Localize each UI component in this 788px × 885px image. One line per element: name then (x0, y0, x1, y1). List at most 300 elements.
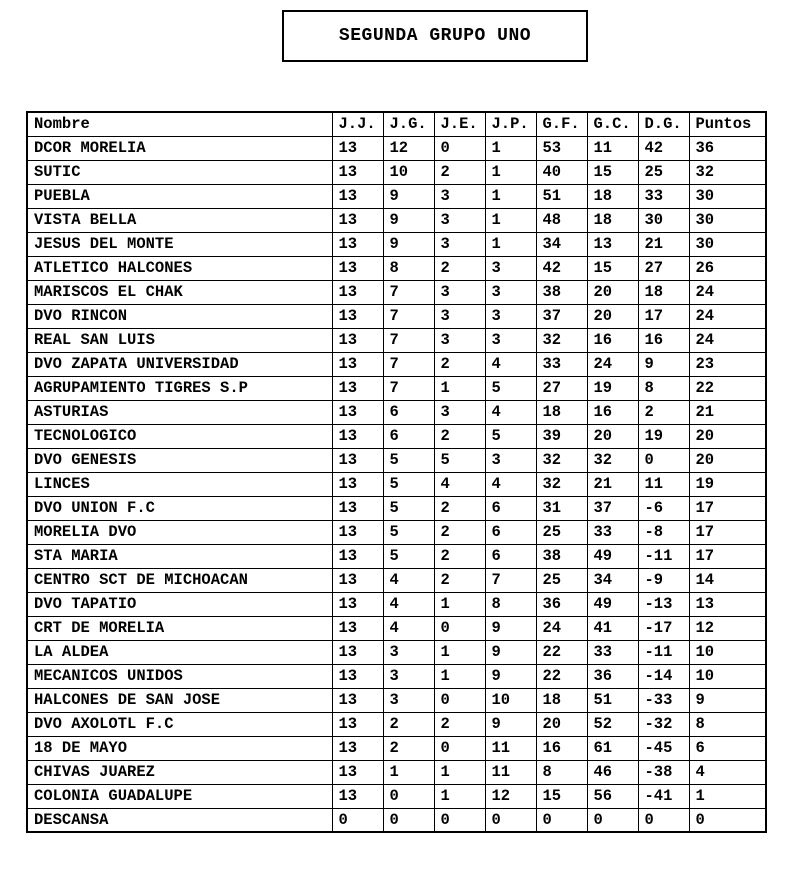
team-name-cell: REAL SAN LUIS (27, 328, 332, 352)
stat-cell: 1 (689, 784, 766, 808)
stat-cell: 20 (587, 424, 638, 448)
stat-cell: 0 (587, 808, 638, 832)
stat-cell: 21 (587, 472, 638, 496)
team-name-cell: CENTRO SCT DE MICHOACAN (27, 568, 332, 592)
stat-cell: 32 (536, 472, 587, 496)
table-row (27, 304, 766, 328)
stat-cell: 24 (587, 352, 638, 376)
stat-cell: 32 (689, 160, 766, 184)
stat-cell: 18 (587, 184, 638, 208)
stat-cell: 3 (485, 328, 536, 352)
stat-cell: 5 (383, 520, 434, 544)
stat-cell: 30 (689, 232, 766, 256)
stat-cell: 0 (332, 808, 383, 832)
stat-cell: 27 (638, 256, 689, 280)
stat-cell: 21 (638, 232, 689, 256)
stat-cell: 13 (332, 616, 383, 640)
stat-cell: 0 (485, 808, 536, 832)
stat-cell: 30 (638, 208, 689, 232)
stat-cell: 3 (383, 640, 434, 664)
stat-cell: 2 (434, 496, 485, 520)
table-row (27, 784, 766, 808)
stat-cell: 4 (485, 472, 536, 496)
stat-cell: 17 (689, 520, 766, 544)
stat-cell: 1 (485, 232, 536, 256)
stat-cell: 9 (485, 712, 536, 736)
table-row (27, 736, 766, 760)
stat-cell: 0 (434, 808, 485, 832)
stat-cell: 0 (536, 808, 587, 832)
stat-cell: 33 (536, 352, 587, 376)
table-row (27, 592, 766, 616)
stat-cell: 2 (434, 712, 485, 736)
stat-cell: 12 (383, 136, 434, 160)
table-row (27, 376, 766, 400)
stat-cell: 8 (383, 256, 434, 280)
stat-cell: 9 (485, 664, 536, 688)
stat-cell: 20 (536, 712, 587, 736)
team-name-cell: VISTA BELLA (27, 208, 332, 232)
stat-cell: -17 (638, 616, 689, 640)
title-box (282, 10, 588, 62)
stat-cell: 32 (536, 328, 587, 352)
stat-cell: 2 (434, 160, 485, 184)
stat-cell: 39 (536, 424, 587, 448)
table-row (27, 472, 766, 496)
stat-cell: 6 (689, 736, 766, 760)
table-body (27, 136, 766, 832)
team-name-cell: DESCANSA (27, 808, 332, 832)
stat-cell: 13 (332, 400, 383, 424)
stat-cell: 17 (689, 544, 766, 568)
stat-cell: 1 (383, 760, 434, 784)
stat-cell: -45 (638, 736, 689, 760)
stat-cell: 16 (587, 328, 638, 352)
stat-cell: -13 (638, 592, 689, 616)
team-name-cell: LINCES (27, 472, 332, 496)
stat-cell: 51 (536, 184, 587, 208)
stat-cell: 13 (332, 256, 383, 280)
stat-cell: 3 (485, 280, 536, 304)
stat-cell: 2 (434, 520, 485, 544)
stat-cell: 13 (332, 208, 383, 232)
stat-cell: 6 (485, 520, 536, 544)
stat-cell: 52 (587, 712, 638, 736)
stat-cell: -33 (638, 688, 689, 712)
stat-cell: 1 (434, 664, 485, 688)
stat-cell: 11 (638, 472, 689, 496)
stat-cell: 17 (689, 496, 766, 520)
stat-cell: 34 (587, 568, 638, 592)
stat-cell: 32 (587, 448, 638, 472)
stat-cell: 2 (383, 712, 434, 736)
stat-cell: 18 (536, 400, 587, 424)
stat-cell: 42 (536, 256, 587, 280)
stat-cell: 16 (638, 328, 689, 352)
stat-cell: 0 (689, 808, 766, 832)
table-row (27, 520, 766, 544)
stat-cell: 33 (587, 640, 638, 664)
stat-cell: 8 (689, 712, 766, 736)
stat-cell: -6 (638, 496, 689, 520)
column-header-j-j: J.J. (332, 112, 383, 136)
stat-cell: 18 (536, 688, 587, 712)
stat-cell: 36 (587, 664, 638, 688)
table-row (27, 352, 766, 376)
stat-cell: 6 (485, 496, 536, 520)
stat-cell: 13 (332, 568, 383, 592)
stat-cell: 33 (587, 520, 638, 544)
stat-cell: 0 (434, 136, 485, 160)
stat-cell: 9 (485, 640, 536, 664)
team-name-cell: DCOR MORELIA (27, 136, 332, 160)
stat-cell: 19 (638, 424, 689, 448)
stat-cell: 12 (485, 784, 536, 808)
stat-cell: 2 (434, 256, 485, 280)
stat-cell: 9 (383, 208, 434, 232)
stat-cell: -11 (638, 544, 689, 568)
stat-cell: 4 (434, 472, 485, 496)
table-row (27, 400, 766, 424)
stat-cell: 13 (332, 160, 383, 184)
stat-cell: 9 (383, 232, 434, 256)
stat-cell: 2 (434, 568, 485, 592)
table-row (27, 160, 766, 184)
stat-cell: 5 (383, 544, 434, 568)
stat-cell: 3 (434, 280, 485, 304)
stat-cell: 1 (485, 208, 536, 232)
team-name-cell: MORELIA DVO (27, 520, 332, 544)
stat-cell: 10 (383, 160, 434, 184)
stat-cell: 13 (332, 352, 383, 376)
stat-cell: 5 (434, 448, 485, 472)
stat-cell: 2 (434, 352, 485, 376)
stat-cell: 5 (485, 424, 536, 448)
stat-cell: 36 (689, 136, 766, 160)
stat-cell: 13 (332, 640, 383, 664)
stat-cell: 0 (383, 808, 434, 832)
stat-cell: 31 (536, 496, 587, 520)
stat-cell: 48 (536, 208, 587, 232)
stat-cell: 4 (485, 352, 536, 376)
stat-cell: 13 (332, 664, 383, 688)
stat-cell: 19 (587, 376, 638, 400)
stat-cell: 12 (689, 616, 766, 640)
stat-cell: 13 (332, 592, 383, 616)
team-name-cell: COLONIA GUADALUPE (27, 784, 332, 808)
stat-cell: 1 (434, 760, 485, 784)
column-header-nombre: Nombre (27, 112, 332, 136)
stat-cell: 6 (383, 400, 434, 424)
table-row (27, 232, 766, 256)
stat-cell: -11 (638, 640, 689, 664)
stat-cell: 3 (485, 256, 536, 280)
stat-cell: 7 (485, 568, 536, 592)
stat-cell: 7 (383, 304, 434, 328)
team-name-cell: HALCONES DE SAN JOSE (27, 688, 332, 712)
stat-cell: 10 (689, 664, 766, 688)
table-row (27, 208, 766, 232)
stat-cell: 23 (689, 352, 766, 376)
stat-cell: 3 (434, 304, 485, 328)
stat-cell: 34 (536, 232, 587, 256)
stat-cell: 13 (332, 760, 383, 784)
team-name-cell: DVO ZAPATA UNIVERSIDAD (27, 352, 332, 376)
stat-cell: 22 (536, 664, 587, 688)
stat-cell: 17 (638, 304, 689, 328)
team-name-cell: DVO UNION F.C (27, 496, 332, 520)
table-row (27, 448, 766, 472)
stat-cell: 1 (434, 640, 485, 664)
stat-cell: 32 (536, 448, 587, 472)
table-row (27, 760, 766, 784)
stat-cell: 11 (485, 736, 536, 760)
stat-cell: 1 (434, 592, 485, 616)
stat-cell: 0 (434, 736, 485, 760)
stat-cell: 8 (536, 760, 587, 784)
stat-cell: 0 (434, 616, 485, 640)
stat-cell: 1 (434, 376, 485, 400)
stat-cell: 9 (383, 184, 434, 208)
team-name-cell: MECANICOS UNIDOS (27, 664, 332, 688)
stat-cell: 13 (689, 592, 766, 616)
stat-cell: 3 (434, 328, 485, 352)
stat-cell: 13 (332, 376, 383, 400)
table-row (27, 496, 766, 520)
stat-cell: 5 (383, 448, 434, 472)
team-name-cell: ASTURIAS (27, 400, 332, 424)
table-row (27, 328, 766, 352)
column-header-j-p: J.P. (485, 112, 536, 136)
stat-cell: -9 (638, 568, 689, 592)
stat-cell: 15 (587, 160, 638, 184)
stat-cell: 13 (332, 784, 383, 808)
table-row (27, 256, 766, 280)
stat-cell: 15 (536, 784, 587, 808)
stat-cell: 10 (485, 688, 536, 712)
stat-cell: 4 (383, 616, 434, 640)
column-header-d-g: D.G. (638, 112, 689, 136)
team-name-cell: STA MARIA (27, 544, 332, 568)
column-header-j-e: J.E. (434, 112, 485, 136)
stat-cell: 49 (587, 592, 638, 616)
stat-cell: 7 (383, 280, 434, 304)
stat-cell: 3 (434, 400, 485, 424)
stat-cell: 25 (638, 160, 689, 184)
stat-cell: 25 (536, 520, 587, 544)
table-row (27, 184, 766, 208)
stat-cell: 5 (383, 472, 434, 496)
stat-cell: 36 (536, 592, 587, 616)
stat-cell: 41 (587, 616, 638, 640)
stat-cell: 53 (536, 136, 587, 160)
stat-cell: 6 (485, 544, 536, 568)
stat-cell: 25 (536, 568, 587, 592)
stat-cell: 4 (689, 760, 766, 784)
stat-cell: 8 (485, 592, 536, 616)
stat-cell: 13 (332, 472, 383, 496)
stat-cell: 24 (689, 328, 766, 352)
stat-cell: 5 (485, 376, 536, 400)
stat-cell: 6 (383, 424, 434, 448)
team-name-cell: PUEBLA (27, 184, 332, 208)
table-row (27, 616, 766, 640)
stat-cell: 3 (383, 664, 434, 688)
stat-cell: 20 (689, 424, 766, 448)
team-name-cell: MARISCOS EL CHAK (27, 280, 332, 304)
stat-cell: 3 (434, 232, 485, 256)
stat-cell: 38 (536, 280, 587, 304)
stat-cell: 2 (434, 424, 485, 448)
team-name-cell: DVO RINCON (27, 304, 332, 328)
stat-cell: 7 (383, 376, 434, 400)
stat-cell: 13 (332, 736, 383, 760)
header-row (27, 112, 766, 136)
stat-cell: -8 (638, 520, 689, 544)
stat-cell: 24 (536, 616, 587, 640)
table-row (27, 544, 766, 568)
stat-cell: 18 (638, 280, 689, 304)
stat-cell: 14 (689, 568, 766, 592)
stat-cell: 1 (485, 160, 536, 184)
stat-cell: 13 (332, 688, 383, 712)
team-name-cell: TECNOLOGICO (27, 424, 332, 448)
stat-cell: 4 (383, 568, 434, 592)
stat-cell: 1 (434, 784, 485, 808)
table-row (27, 808, 766, 832)
stat-cell: 9 (485, 616, 536, 640)
stat-cell: 2 (638, 400, 689, 424)
stat-cell: 0 (383, 784, 434, 808)
stat-cell: 13 (587, 232, 638, 256)
team-name-cell: CHIVAS JUAREZ (27, 760, 332, 784)
stat-cell: 3 (434, 208, 485, 232)
table-row (27, 664, 766, 688)
table-row (27, 640, 766, 664)
stat-cell: 10 (689, 640, 766, 664)
stat-cell: 2 (434, 544, 485, 568)
stat-cell: 7 (383, 352, 434, 376)
stat-cell: -41 (638, 784, 689, 808)
stat-cell: 13 (332, 328, 383, 352)
table-row (27, 712, 766, 736)
stat-cell: 7 (383, 328, 434, 352)
stat-cell: 13 (332, 496, 383, 520)
stat-cell: 33 (638, 184, 689, 208)
stat-cell: 46 (587, 760, 638, 784)
stat-cell: 20 (689, 448, 766, 472)
table-row (27, 280, 766, 304)
stat-cell: 13 (332, 544, 383, 568)
standings-table (26, 111, 767, 833)
stat-cell: 11 (485, 760, 536, 784)
stat-cell: 3 (485, 448, 536, 472)
stat-cell: 3 (383, 688, 434, 712)
stat-cell: 16 (536, 736, 587, 760)
stat-cell: 37 (536, 304, 587, 328)
stat-cell: 13 (332, 448, 383, 472)
stat-cell: 18 (587, 208, 638, 232)
stat-cell: 13 (332, 304, 383, 328)
stat-cell: 27 (536, 376, 587, 400)
stat-cell: 13 (332, 232, 383, 256)
stat-cell: 9 (638, 352, 689, 376)
stat-cell: 51 (587, 688, 638, 712)
stat-cell: 0 (638, 448, 689, 472)
stat-cell: 3 (434, 184, 485, 208)
stat-cell: 22 (689, 376, 766, 400)
stat-cell: 19 (689, 472, 766, 496)
stat-cell: 1 (485, 184, 536, 208)
stat-cell: 0 (434, 688, 485, 712)
stat-cell: 20 (587, 304, 638, 328)
stat-cell: 56 (587, 784, 638, 808)
stat-cell: 26 (689, 256, 766, 280)
stat-cell: 37 (587, 496, 638, 520)
stat-cell: 13 (332, 184, 383, 208)
stat-cell: 13 (332, 424, 383, 448)
stat-cell: 3 (485, 304, 536, 328)
stat-cell: 21 (689, 400, 766, 424)
stat-cell: 4 (383, 592, 434, 616)
stat-cell: 38 (536, 544, 587, 568)
team-name-cell: DVO GENESIS (27, 448, 332, 472)
stat-cell: -32 (638, 712, 689, 736)
stat-cell: 9 (689, 688, 766, 712)
stat-cell: 8 (638, 376, 689, 400)
team-name-cell: 18 DE MAYO (27, 736, 332, 760)
column-header-g-f: G.F. (536, 112, 587, 136)
team-name-cell: DVO AXOLOTL F.C (27, 712, 332, 736)
stat-cell: 40 (536, 160, 587, 184)
stat-cell: 24 (689, 280, 766, 304)
stat-cell: 5 (383, 496, 434, 520)
stat-cell: 22 (536, 640, 587, 664)
table-row (27, 136, 766, 160)
stat-cell: 13 (332, 280, 383, 304)
stat-cell: -38 (638, 760, 689, 784)
page-title: SEGUNDA GRUPO UNO (338, 26, 532, 46)
stat-cell: 1 (485, 136, 536, 160)
stat-cell: 30 (689, 184, 766, 208)
stat-cell: 2 (383, 736, 434, 760)
stat-cell: 49 (587, 544, 638, 568)
stat-cell: 30 (689, 208, 766, 232)
table-row (27, 424, 766, 448)
stat-cell: 13 (332, 520, 383, 544)
stat-cell: 0 (638, 808, 689, 832)
column-header-g-c: G.C. (587, 112, 638, 136)
stat-cell: -14 (638, 664, 689, 688)
stat-cell: 4 (485, 400, 536, 424)
team-name-cell: ATLETICO HALCONES (27, 256, 332, 280)
team-name-cell: AGRUPAMIENTO TIGRES S.P (27, 376, 332, 400)
team-name-cell: JESUS DEL MONTE (27, 232, 332, 256)
stat-cell: 13 (332, 712, 383, 736)
table-row (27, 568, 766, 592)
stat-cell: 61 (587, 736, 638, 760)
team-name-cell: DVO TAPATIO (27, 592, 332, 616)
team-name-cell: SUTIC (27, 160, 332, 184)
column-header-puntos: Puntos (689, 112, 766, 136)
team-name-cell: LA ALDEA (27, 640, 332, 664)
table-row (27, 688, 766, 712)
stat-cell: 16 (587, 400, 638, 424)
stat-cell: 15 (587, 256, 638, 280)
stat-cell: 42 (638, 136, 689, 160)
stat-cell: 11 (587, 136, 638, 160)
stat-cell: 13 (332, 136, 383, 160)
